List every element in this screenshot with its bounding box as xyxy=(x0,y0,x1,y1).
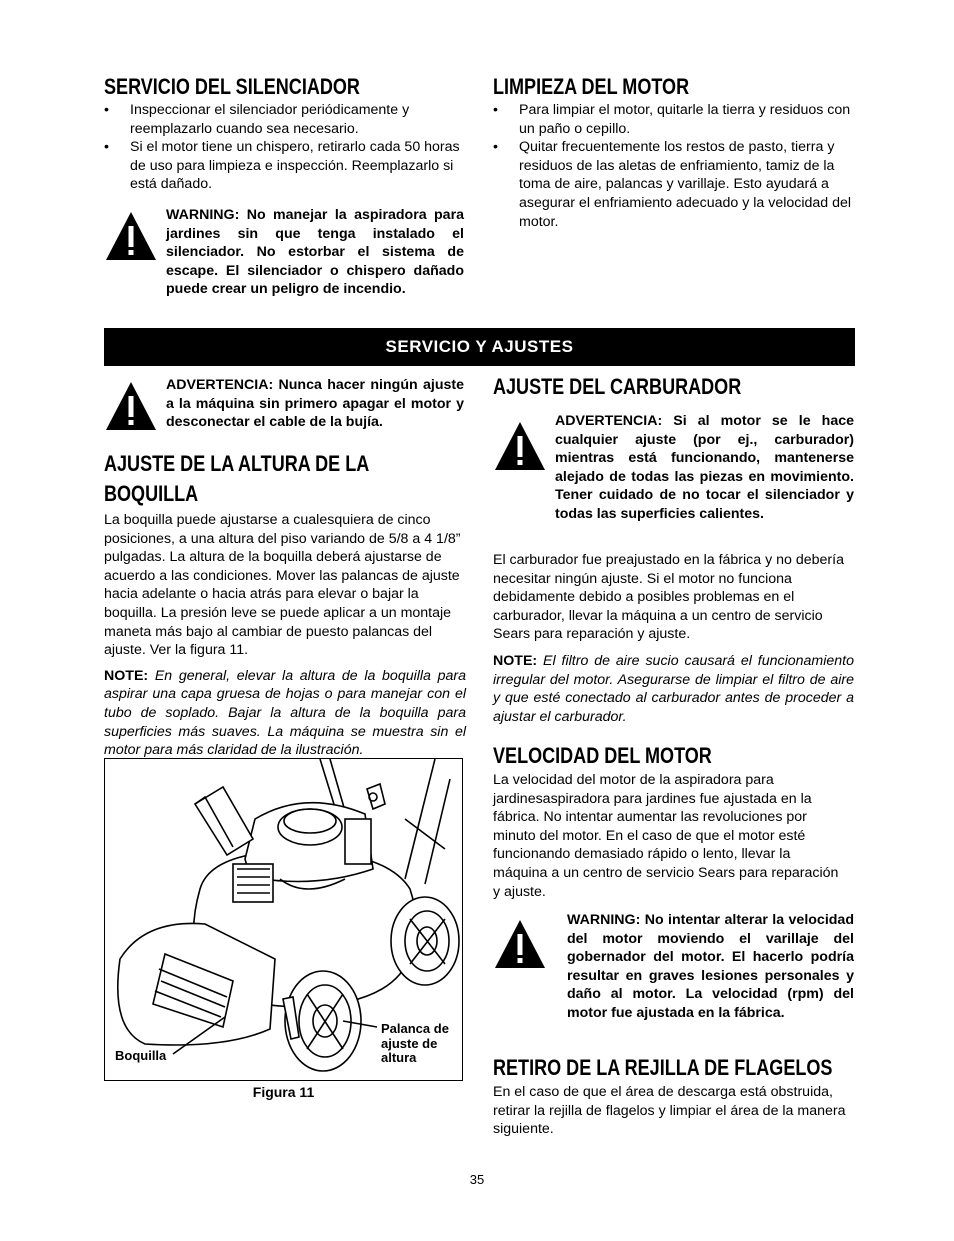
figure-caption: Figura 11 xyxy=(252,1084,315,1100)
carburador-body: El carburador fue preajustado en la fábrica y no debería necesitar ningún ajuste. Si el motor no funciona debidamente debido a posibles problemas en el carburador, llevar la máquina a un centro de servicio Sears para reparación y ajuste. xyxy=(493,552,844,643)
label-palanca: Palanca de ajuste de altura xyxy=(381,1021,449,1065)
section-title-carburador: AJUSTE DEL CARBURADOR xyxy=(493,374,742,399)
section-title-altura: AJUSTE DE LA ALTURA DE LA BOQUILLA xyxy=(104,451,369,506)
warning-triangle-icon xyxy=(493,420,547,472)
altura-note: NOTE: En general, elevar la altura de la boquilla para aspirar una capa gruesa de hojas o para manejar con el tubo de soplado. Bajar la altura de la boquilla para superficies más suaves. La máquina se muestra sin el motor para más claridad de la ilustración. xyxy=(104,667,466,759)
section-title-limpieza: LIMPIEZA DEL MOTOR xyxy=(493,74,690,99)
section-title-rejilla: RETIRO DE LA REJILLA DE FLAGELOS xyxy=(493,1055,833,1080)
list-item: • Si el motor tiene un chispero, retirarlo cada 50 horas de uso para limpieza e inspección. Reemplazarlo si está dañado. xyxy=(104,139,460,193)
velocidad-body: La velocidad del motor de la aspiradora para jardinesaspiradora para jardines fue ajustada en la fábrica. No intentar aumentar las revoluciones por minuto del motor. En el caso de que el motor esté funcionando demasiado rápido o lento, llevar la máquina a un centro de servicio Sears para reparación y ajuste. xyxy=(493,772,839,900)
warning-triangle-icon xyxy=(104,210,158,262)
warning-triangle-icon xyxy=(493,918,547,970)
section-silenciador xyxy=(104,74,466,194)
warning-triangle-icon xyxy=(104,380,158,432)
section-title-velocidad: VELOCIDAD DEL MOTOR xyxy=(493,743,712,768)
list-item: • Para limpiar el motor, quitarle la tierra y residuos con un paño o cepillo. xyxy=(493,102,851,137)
warning-velocidad: WARNING: No intentar alterar la velocidad del motor moviendo el varillaje del gobernador del motor. El hacerlo podría resultar en graves lesiones personales y daño al motor. La velocidad (rpm) del motor fue ajustada en la fábrica. xyxy=(567,912,854,1021)
section-rejilla xyxy=(493,1055,855,1139)
section-velocidad xyxy=(493,743,855,901)
label-boquilla: Boquilla xyxy=(115,1048,167,1063)
list-item: • Inspeccionar el silenciador periódicamente y reemplazarlo cuando sea necesario. xyxy=(104,102,410,137)
warning-silenciador: WARNING: No manejar la aspiradora para jardines sin que tenga instalado el silenciador. No estorbar el sistema de escape. El silenciador o chispero dañado puede crear un peligro de incendio. xyxy=(166,207,464,298)
section-limpieza xyxy=(493,74,855,231)
page-number: 35 xyxy=(469,1172,485,1187)
section-title-silenciador: SERVICIO DEL SILENCIADOR xyxy=(104,74,360,99)
altura-body: La boquilla puede ajustarse a cualesquiera de cinco posiciones, a una altura del piso variando de 5/8 a 4 1/8” pulgadas. La altura de la boquilla deberá ajustarse de acuerdo a las condiciones. Mover las palancas de ajuste hacia adelante o hacia atrás para elevar o bajar la boquilla. La presión leve se puede aplicar a un montaje maneta más bajo al cambiar de puesto palancas del ajuste. Ver la figura 11. xyxy=(104,512,461,659)
carburador-note: NOTE: El filtro de aire sucio causará el funcionamiento irregular del motor. Asegurarse de limpiar el filtro de aire y que esté conectado al carburador antes de proceder a ajustar el carburador. xyxy=(493,653,854,725)
rejilla-body: En el caso de que el área de descarga está obstruida, retirar la rejilla de flagelos y limpiar el área de la manera siguiente. xyxy=(493,1084,846,1138)
warning-carburador: ADVERTENCIA: Si al motor se le hace cualquier ajuste (por ej., carburador) mientras está funcionando, mantenerse alejado de todas las piezas en movimiento. Tener cuidado de no tocar el silenciador y todas las superficies calientes. xyxy=(555,413,854,522)
warning-general: ADVERTENCIA: Nunca hacer ningún ajuste a la máquina sin primero apagar el motor y desconectar el cable de la bujía. xyxy=(166,377,464,431)
section-carburador xyxy=(493,374,855,400)
section-banner: SERVICIO Y AJUSTES xyxy=(104,328,855,366)
section-altura xyxy=(104,449,466,760)
list-item: • Quitar frecuentemente los restos de pasto, tierra y residuos de las aletas de enfriamiento, tamiz de la toma de aire, palancas y varillaje. Esto ayudará a asegurar el enfriamiento adecuado y la velocidad del motor. xyxy=(493,139,852,230)
